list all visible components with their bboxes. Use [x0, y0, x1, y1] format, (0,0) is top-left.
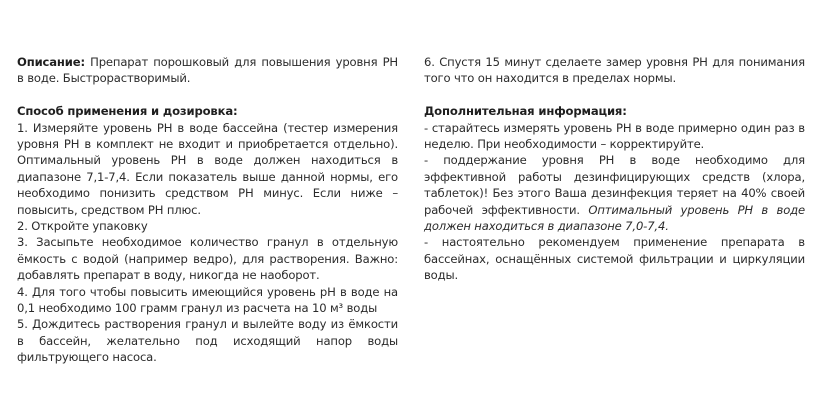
usage-step-2: 2. Откройте упаковку	[17, 219, 148, 234]
spacer	[424, 87, 805, 103]
usage-step-4: 4. Для того чтобы повысить имеющийся уровень pH в воде на 0,1 необходимо 100 грамм гранул из расчета на 10 м³ воды	[17, 284, 398, 316]
additional-heading: Дополнительная информация:	[424, 104, 627, 119]
description-paragraph	[17, 54, 398, 87]
right-column	[424, 54, 805, 284]
description-label: Описание:	[17, 55, 85, 69]
additional-item-3: - настоятельно рекомендуем применение препарата в бассейнах, оснащённых системой фильтрации и циркуляции воды.	[424, 235, 805, 283]
usage-step-1: 1. Измеряйте уровень РН в воде бассейна (тестер измерения уровня РН в комплект не входит и приобретается отдельно). Оптимальный уровень РН в воде должен находиться в диапазоне 7,1-7,4. Если показатель выше данной нормы, его необходимо понизить средством РН минус. Если ниже – повысить, средством РН плюс.	[17, 120, 398, 217]
usage-heading: Способ применения и дозировка:	[17, 104, 238, 119]
additional-item-2-text: - поддержание уровня РН в воде необходимо для эффективной работы дезинфицирующих средств (хлора, таблеток)! Без этого Ваша дезинфекция теряет на 40% своей рабочей эффективности.	[424, 153, 805, 217]
usage-step-6: 6. Спустя 15 минут сделаете замер уровня РН для понимания того что он находится в пределах нормы.	[424, 55, 805, 86]
usage-step-3: 3. Засыпьте необходимое количество гранул в отдельную ёмкость с водой (например ведро), для растворения. Важно: добавлять препарат в воду, никогда не наоборот.	[17, 235, 398, 283]
optimal-range-note: Оптимальный уровень РН в воде должен находиться в диапазоне 7,0-7,4.	[424, 202, 805, 234]
additional-item-2	[424, 152, 805, 234]
additional-item-1: - старайтесь измерять уровень РН в воде примерно один раз в неделю. При необходимости – корректируйте.	[424, 120, 805, 152]
spacer	[17, 87, 398, 103]
left-column	[17, 54, 398, 366]
usage-step-5: 5. Дождитесь растворения гранул и вылейте воду из ёмкости в бассейн, желательно под исходящий напор воды фильтрующего насоса.	[17, 317, 398, 365]
description-text: Препарат порошковый для повышения уровня РН в воде. Быстрорастворимый.	[17, 55, 398, 86]
